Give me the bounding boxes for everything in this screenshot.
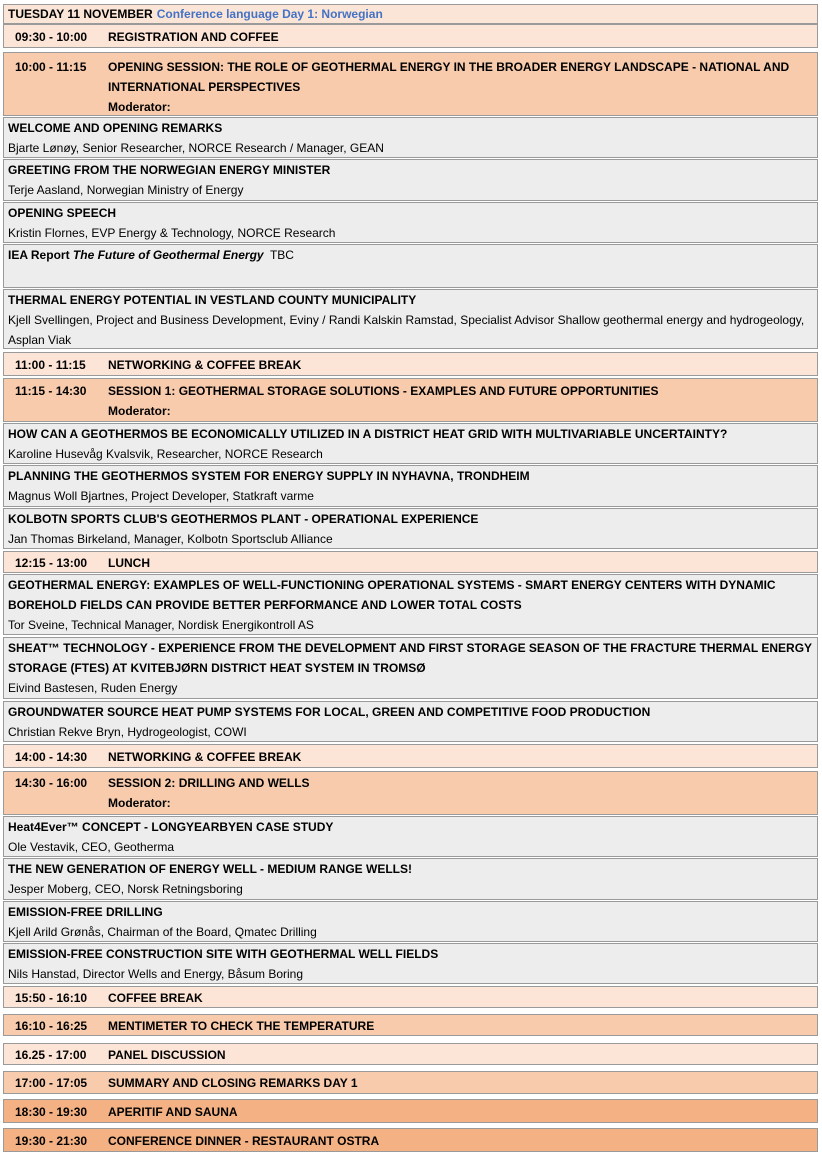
slot-title: MENTIMETER TO CHECK THE TEMPERATURE [108, 1019, 375, 1033]
talk-item [3, 901, 818, 942]
talk-item [3, 202, 818, 243]
talk-speaker: Bjarte Lønøy, Senior Researcher, NORCE Research / Manager, GEAN [8, 141, 384, 155]
talk-title: EMISSION-FREE CONSTRUCTION SITE WITH GEOTHERMAL WELL FIELDS [8, 947, 439, 961]
talk-item [3, 943, 818, 984]
talk-iea-report [3, 244, 818, 288]
iea-report-title: The Future of Geothermal Energy [72, 248, 264, 262]
talk-speaker: Eivind Bastesen, Ruden Energy [8, 681, 178, 695]
talk-title: GREETING FROM THE NORWEGIAN ENERGY MINISTER [8, 163, 331, 177]
talk-speaker: Terje Aasland, Norwegian Ministry of Energy [8, 183, 244, 197]
talk-item [3, 117, 818, 158]
slot-title: PANEL DISCUSSION [108, 1048, 226, 1062]
slot-title: NETWORKING & COFFEE BREAK [108, 358, 302, 372]
talk-item [3, 289, 818, 349]
talk-item [3, 858, 818, 900]
talk-title: SHEAT™ TECHNOLOGY - EXPERIENCE FROM THE DEVELOPMENT AND FIRST STORAGE SEASON OF THE FRACTURE THERMAL ENERGY STORAGE (FTES) AT KVITEBJØRN DISTRICT HEAT SYSTEM IN TROMSØ [8, 641, 812, 675]
session-moderator: Moderator: [108, 100, 171, 114]
talk-item [3, 508, 818, 549]
talk-speaker: Karoline Husevåg Kvalsvik, Researcher, NORCE Research [8, 447, 323, 461]
session-opening-header [3, 52, 818, 116]
session-time: 14:30 - 16:00 [15, 776, 88, 790]
talk-title: KOLBOTN SPORTS CLUB'S GEOTHERMOS PLANT - OPERATIONAL EXPERIENCE [8, 512, 479, 526]
slot-title: APERITIF AND SAUNA [108, 1105, 238, 1119]
slot-break [3, 352, 818, 376]
talk-title: THERMAL ENERGY POTENTIAL IN VESTLAND COUNTY MUNICIPALITY [8, 293, 417, 307]
slot-title: NETWORKING & COFFEE BREAK [108, 750, 302, 764]
slot-title: SUMMARY AND CLOSING REMARKS DAY 1 [108, 1076, 358, 1090]
talk-speaker: Tor Sveine, Technical Manager, Nordisk Energikontroll AS [8, 618, 314, 632]
talk-item [3, 423, 818, 464]
slot-time: 09:30 - 10:00 [15, 30, 88, 44]
session-title: OPENING SESSION: THE ROLE OF GEOTHERMAL ENERGY IN THE BROADER ENERGY LANDSCAPE - NATIONAL AND INTERNATIONAL PERSPECTIVES [108, 60, 790, 94]
talk-item [3, 637, 818, 699]
talk-item [3, 574, 818, 635]
talk-item [3, 465, 818, 507]
session-title: SESSION 1: GEOTHERMAL STORAGE SOLUTIONS - EXAMPLES AND FUTURE OPPORTUNITIES [108, 384, 659, 398]
talk-title: Heat4Ever™ CONCEPT - LONGYEARBYEN CASE STUDY [8, 820, 334, 834]
session-1-header [3, 378, 818, 422]
talk-speaker: Kjell Arild Grønås, Chairman of the Board, Qmatec Drilling [8, 925, 317, 939]
talk-speaker: Jan Thomas Birkeland, Manager, Kolbotn Sportsclub Alliance [8, 532, 333, 546]
session-title: SESSION 2: DRILLING AND WELLS [108, 776, 310, 790]
talk-title: THE NEW GENERATION OF ENERGY WELL - MEDIUM RANGE WELLS! [8, 862, 412, 876]
slot-time: 19:30 - 21:30 [15, 1134, 88, 1148]
talk-title: HOW CAN A GEOTHERMOS BE ECONOMICALLY UTILIZED IN A DISTRICT HEAT GRID WITH MULTIVARIABLE UNCERTAINTY? [8, 427, 728, 441]
talk-title: WELCOME AND OPENING REMARKS [8, 121, 223, 135]
slot-panel-discussion [3, 1043, 818, 1065]
talk-title: EMISSION-FREE DRILLING [8, 905, 163, 919]
talk-title: GROUNDWATER SOURCE HEAT PUMP SYSTEMS FOR LOCAL, GREEN AND COMPETITIVE FOOD PRODUCTION [8, 705, 651, 719]
talk-item [3, 701, 818, 742]
slot-title: CONFERENCE DINNER - RESTAURANT OSTRA [108, 1134, 380, 1148]
slot-title: REGISTRATION AND COFFEE [108, 30, 279, 44]
talk-speaker: Kjell Svellingen, Project and Business Development, Eviny / Randi Kalskin Ramstad, Specialist Advisor Shallow geothermal energy and hydrogeology, Asplan Viak [8, 313, 805, 347]
talk-speaker: Kristin Flornes, EVP Energy & Technology, NORCE Research [8, 226, 336, 240]
slot-dinner [3, 1128, 818, 1152]
slot-break [3, 744, 818, 768]
slot-registration [3, 24, 818, 48]
talk-speaker: Ole Vestavik, CEO, Geotherma [8, 840, 175, 854]
slot-time: 15:50 - 16:10 [15, 991, 88, 1005]
slot-summary [3, 1071, 818, 1094]
session-time: 11:15 - 14:30 [15, 384, 87, 398]
session-moderator: Moderator: [108, 796, 171, 810]
slot-time: 12:15 - 13:00 [15, 556, 88, 570]
talk-item [3, 159, 818, 201]
session-moderator: Moderator: [108, 404, 171, 418]
slot-time: 16:10 - 16:25 [15, 1019, 88, 1033]
talk-speaker: Magnus Woll Bjartnes, Project Developer, Statkraft varme [8, 489, 314, 503]
talk-title: PLANNING THE GEOTHERMOS SYSTEM FOR ENERGY SUPPLY IN NYHAVNA, TRONDHEIM [8, 469, 530, 483]
slot-mentimeter [3, 1014, 818, 1036]
day-header [3, 4, 818, 24]
talk-title: GEOTHERMAL ENERGY: EXAMPLES OF WELL-FUNCTIONING OPERATIONAL SYSTEMS - SMART ENERGY CENTERS WITH DYNAMIC BOREHOLD FIELDS CAN PROVIDE BETTER PERFORMANCE AND LOWER TOTAL COSTS [8, 578, 776, 612]
talk-speaker: Nils Hanstad, Director Wells and Energy, Båsum Boring [8, 967, 304, 981]
iea-prefix: IEA Report [8, 248, 70, 262]
slot-time: 14:00 - 14:30 [15, 750, 88, 764]
session-2-header [3, 771, 818, 815]
slot-title: COFFEE BREAK [108, 991, 203, 1005]
slot-time: 18:30 - 19:30 [15, 1105, 88, 1119]
slot-aperitif [3, 1099, 818, 1123]
slot-time: 17:00 - 17:05 [15, 1076, 88, 1090]
talk-speaker: Jesper Moberg, CEO, Norsk Retningsboring [8, 882, 243, 896]
slot-lunch [3, 551, 818, 573]
session-time: 10:00 - 11:15 [15, 60, 87, 74]
talk-speaker: Christian Rekve Bryn, Hydrogeologist, COWI [8, 725, 247, 739]
conference-language: Conference language Day 1: Norwegian [156, 7, 383, 21]
slot-time: 11:00 - 11:15 [15, 358, 86, 372]
slot-coffee-break [3, 986, 818, 1008]
talk-item [3, 816, 818, 857]
iea-tbc: TBC [269, 248, 294, 262]
slot-time: 16.25 - 17:00 [15, 1048, 87, 1062]
day-date: TUESDAY 11 NOVEMBER [8, 7, 153, 21]
talk-title: OPENING SPEECH [8, 206, 117, 220]
slot-title: LUNCH [108, 556, 150, 570]
